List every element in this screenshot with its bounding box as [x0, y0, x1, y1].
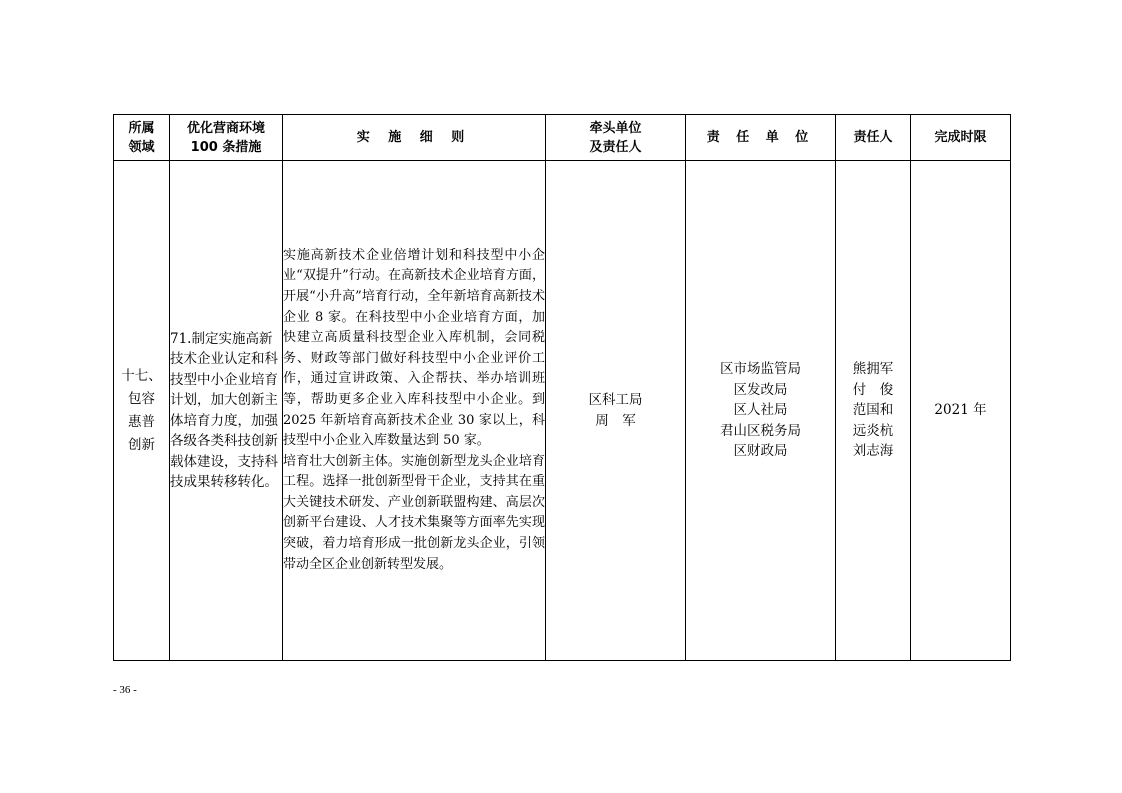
header-person: 责任人 [836, 115, 911, 161]
table-header-row [114, 115, 1011, 161]
cell-lead-unit: 区科工局 周 军 [546, 161, 686, 661]
header-lead: 牵头单位 及责任人 [546, 115, 686, 161]
cell-responsible-units: 区市场监管局 区发改局 区人社局 君山区税务局 区财政局 [686, 161, 836, 661]
header-detail: 实 施 细 则 [283, 115, 546, 161]
cell-detail [283, 161, 546, 661]
detail-paragraph: 实施高新技术企业倍增计划和科技型中小企业“双提升”行动。在高新技术企业培育方面，开展“小升高”培育行动，全年新培育高新技术企业 8 家。在科技型中小企业培育方面，加快建立高质量科技型企业入库机制，会同税务、财政等部门做好科技型中小企业评价工作，通过宣讲政策、入企帮扶、举办培训班等，帮助更多企业入库科技型中小企业。到 2025 年新培育高新技术企业 30 家以上，科技型中小企业入库数量达到 50 家。 [283, 247, 545, 449]
header-units: 责 任 单 位 [686, 115, 836, 161]
page-number: - 36 - [113, 684, 137, 696]
cell-measure: 71.制定实施高新技术企业认定和科技型中小企业培育计划，加大创新主体培育力度，加强各级各类科技创新载体建设，支持科技成果转移转化。 [170, 161, 283, 661]
header-deadline: 完成时限 [911, 115, 1011, 161]
table-row [114, 161, 1011, 661]
cell-responsible-persons: 熊拥军 付 俊 范国和 远炎杭 刘志海 [836, 161, 911, 661]
cell-deadline: 2021 年 [911, 161, 1011, 661]
measures-table [113, 114, 1011, 661]
header-measure: 优化营商环境 100 条措施 [170, 115, 283, 161]
detail-paragraph: 培育壮大创新主体。实施创新型龙头企业培育工程。选择一批创新型骨干企业，支持其在重大关键技术研发、产业创新联盟构建、高层次创新平台建设、人才技术集聚等方面率先实现突破，着力培育形成一批创新龙头企业，引领带动全区企业创新转型发展。 [283, 453, 545, 572]
header-domain: 所属 领域 [114, 115, 170, 161]
cell-domain: 十七、 包容 惠普 创新 [114, 161, 170, 661]
